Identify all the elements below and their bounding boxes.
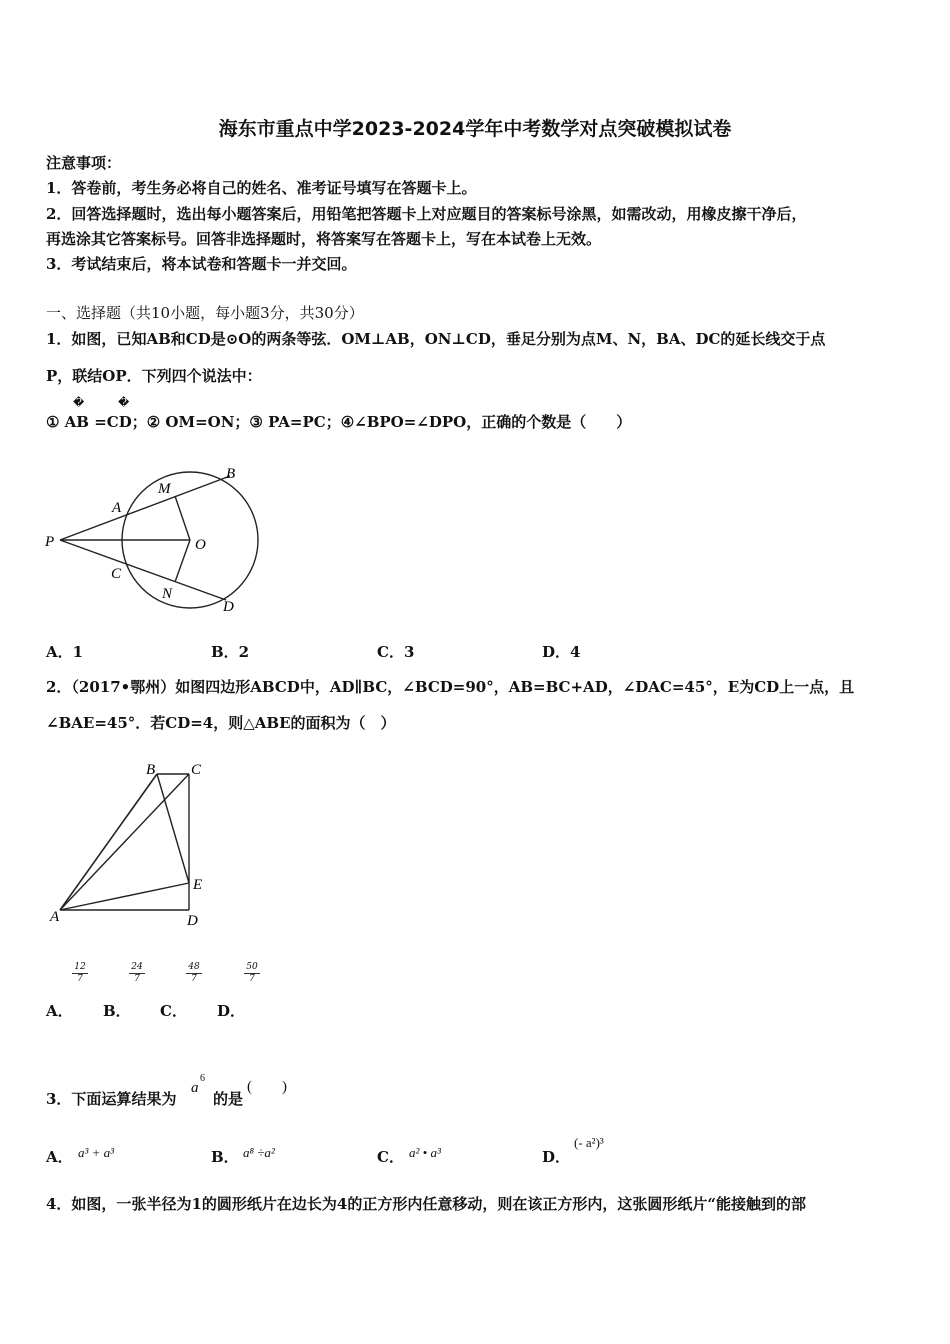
q3-expr-d: (- a²)³ xyxy=(574,1135,604,1150)
q1-line-3: ① AB =CD；② OM=ON；③ PA=PC；④∠BPO=∠DPO，正确的个数是（ ） xyxy=(46,413,632,431)
q2-fraction-a: 12 7 xyxy=(72,963,88,984)
q2-option-d[interactable]: D． xyxy=(217,1002,246,1020)
q3-stem-var: a xyxy=(191,1080,199,1096)
q1-option-a[interactable]: A．1 xyxy=(46,643,84,661)
q2-fraction-d: 50 7 xyxy=(244,963,260,984)
label-E: E xyxy=(193,877,203,893)
q3-expr-c: a² • a³ xyxy=(409,1145,441,1160)
q3-stem-b: 的是 xyxy=(213,1090,244,1108)
q1-circle-diagram xyxy=(40,460,270,620)
label-A: A xyxy=(50,909,60,925)
q4-line-1: 4．如图，一张半径为1的圆形纸片在边长为4的正方形内任意移动，则在该正方形内，这张圆形纸片“能接触到的部 xyxy=(46,1195,806,1213)
q1-option-b[interactable]: B．2 xyxy=(211,643,250,661)
q2-line-2: ∠BAE=45°．若CD=4，则△ABE的面积为（ ） xyxy=(46,714,396,732)
q3-stem-exp: 6 xyxy=(200,1073,205,1084)
q3-option-a[interactable]: A． xyxy=(46,1148,73,1166)
q1-line-2: P，联结OP．下列四个说法中： xyxy=(46,367,262,385)
q2-line-1: 2．（2017•鄂州）如图四边形ABCD中，AD∥BC，∠BCD=90°，AB=BC+AD，∠DAC=45°，E为CD上一点，且 xyxy=(46,678,855,696)
label-B: B xyxy=(226,466,236,482)
label-M: M xyxy=(158,481,171,497)
notes-item-1: 1．答卷前，考生务必将自己的姓名、准考证号填写在答题卡上。 xyxy=(46,179,477,197)
label-N: N xyxy=(162,586,173,602)
q2-option-b[interactable]: B． xyxy=(103,1002,131,1020)
q3-stem-a: 3．下面运算结果为 xyxy=(46,1090,177,1108)
label-O: O xyxy=(195,537,206,553)
q3-option-d[interactable]: D． xyxy=(542,1148,571,1166)
q3-expr-a: a³ + a³ xyxy=(78,1145,115,1160)
q1-line-1: 1．如图，已知AB和CD是⊙O的两条等弦．OM⊥AB，ON⊥CD，垂足分别为点M、N，BA、DC的延长线交于点 xyxy=(46,330,826,348)
label-B: B xyxy=(146,762,156,778)
q2-option-c[interactable]: C． xyxy=(160,1002,187,1020)
q3-answer-paren: ( ) xyxy=(247,1079,287,1095)
label-C: C xyxy=(111,566,122,582)
label-A: A xyxy=(112,500,122,516)
q1-arc-mark-1: � xyxy=(73,396,85,409)
section-heading: 一、选择题（共10小题，每小题3分，共30分） xyxy=(46,304,364,322)
notes-item-2a: 2．回答选择题时，选出每小题答案后，用铅笔把答题卡上对应题目的答案标号涂黑，如需改动，用橡皮擦干净后， xyxy=(46,205,807,223)
q3-expr-b: a⁸ ÷a² xyxy=(243,1145,275,1160)
q2-option-a[interactable]: A． xyxy=(46,1002,73,1020)
q1-option-d[interactable]: D．4 xyxy=(542,643,581,661)
q3-option-c[interactable]: C． xyxy=(377,1148,404,1166)
q3-option-b[interactable]: B． xyxy=(211,1148,239,1166)
q2-fraction-c: 48 7 xyxy=(186,963,202,984)
q2-fraction-b: 24 7 xyxy=(129,963,145,984)
page-title: 海东市重点中学2023-2024学年中考数学对点突破模拟试卷 xyxy=(218,118,732,140)
q1-option-c[interactable]: C．3 xyxy=(377,643,415,661)
q2-quadrilateral-diagram xyxy=(44,758,214,930)
notes-heading: 注意事项： xyxy=(46,154,122,172)
label-C: C xyxy=(191,762,202,778)
q1-arc-mark-2: � xyxy=(118,396,130,409)
notes-item-3: 3．考试结束后，将本试卷和答题卡一并交回。 xyxy=(46,255,357,273)
label-D: D xyxy=(187,913,198,929)
notes-item-2b: 再选涂其它答案标号。回答非选择题时，将答案写在答题卡上，写在本试卷上无效。 xyxy=(46,230,602,248)
label-D: D xyxy=(223,599,234,615)
label-P: P xyxy=(45,534,55,550)
